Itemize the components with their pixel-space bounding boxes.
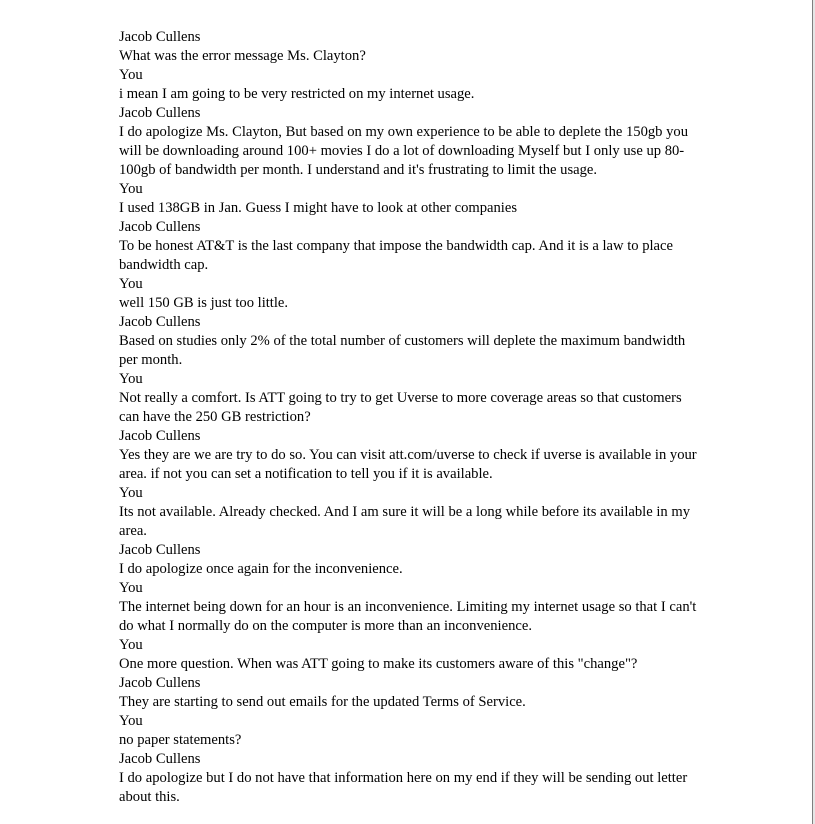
message-text: Yes they are we are try to do so. You can visit att.com/uverse to check if uverse is available in your area. if not you can set a notification to tell you if it is available.: [119, 447, 697, 482]
message-text: Based on studies only 2% of the total number of customers will deplete the maximum bandwidth per month.: [119, 333, 686, 368]
message-text: Not really a comfort. Is ATT going to try to get Uverse to more coverage areas so that customers can have the 250 GB restriction?: [119, 390, 682, 425]
message-text: They are starting to send out emails for the updated Terms of Service.: [119, 694, 526, 710]
message-text: I do apologize Ms. Clayton, But based on my own experience to be able to deplete the 150gb you will be downloading around 100+ movies I do a lot of downloading Myself but I only use up 80-100gb of bandwidth per month. I understand and it's frustrating to limit the usage.: [119, 124, 689, 178]
speaker-name: Jacob Cullens: [119, 428, 201, 444]
message-text: I do apologize but I do not have that information here on my end if they will be sending out letter about this.: [119, 770, 688, 805]
speaker-name: You: [119, 713, 143, 729]
message-text: One more question. When was ATT going to make its customers aware of this "change"?: [119, 656, 638, 672]
speaker-name: You: [119, 580, 143, 596]
speaker-name: You: [119, 485, 143, 501]
speaker-name: You: [119, 637, 143, 653]
message-text: The internet being down for an hour is an inconvenience. Limiting my internet usage so that I can't do what I normally do on the computer is more than an inconvenience.: [119, 599, 697, 634]
speaker-name: Jacob Cullens: [119, 314, 201, 330]
chat-transcript: [119, 28, 704, 807]
message-text: Its not available. Already checked. And I am sure it will be a long while before its available in my area.: [119, 504, 691, 539]
speaker-name: Jacob Cullens: [119, 675, 201, 691]
message-text: What was the error message Ms. Clayton?: [119, 48, 366, 64]
speaker-name: Jacob Cullens: [119, 29, 201, 45]
speaker-name: Jacob Cullens: [119, 105, 201, 121]
speaker-name: You: [119, 67, 143, 83]
message-text: To be honest AT&T is the last company that impose the bandwidth cap. And it is a law to place bandwidth cap.: [119, 238, 673, 273]
speaker-name: You: [119, 181, 143, 197]
speaker-name: You: [119, 371, 143, 387]
speaker-name: Jacob Cullens: [119, 542, 201, 558]
speaker-name: Jacob Cullens: [119, 751, 201, 767]
message-text: well 150 GB is just too little.: [119, 295, 289, 311]
message-text: i mean I am going to be very restricted on my internet usage.: [119, 86, 475, 102]
message-text: I do apologize once again for the inconvenience.: [119, 561, 403, 577]
speaker-name: Jacob Cullens: [119, 219, 201, 235]
message-text: no paper statements?: [119, 732, 242, 748]
message-text: I used 138GB in Jan. Guess I might have to look at other companies: [119, 200, 518, 216]
speaker-name: You: [119, 276, 143, 292]
